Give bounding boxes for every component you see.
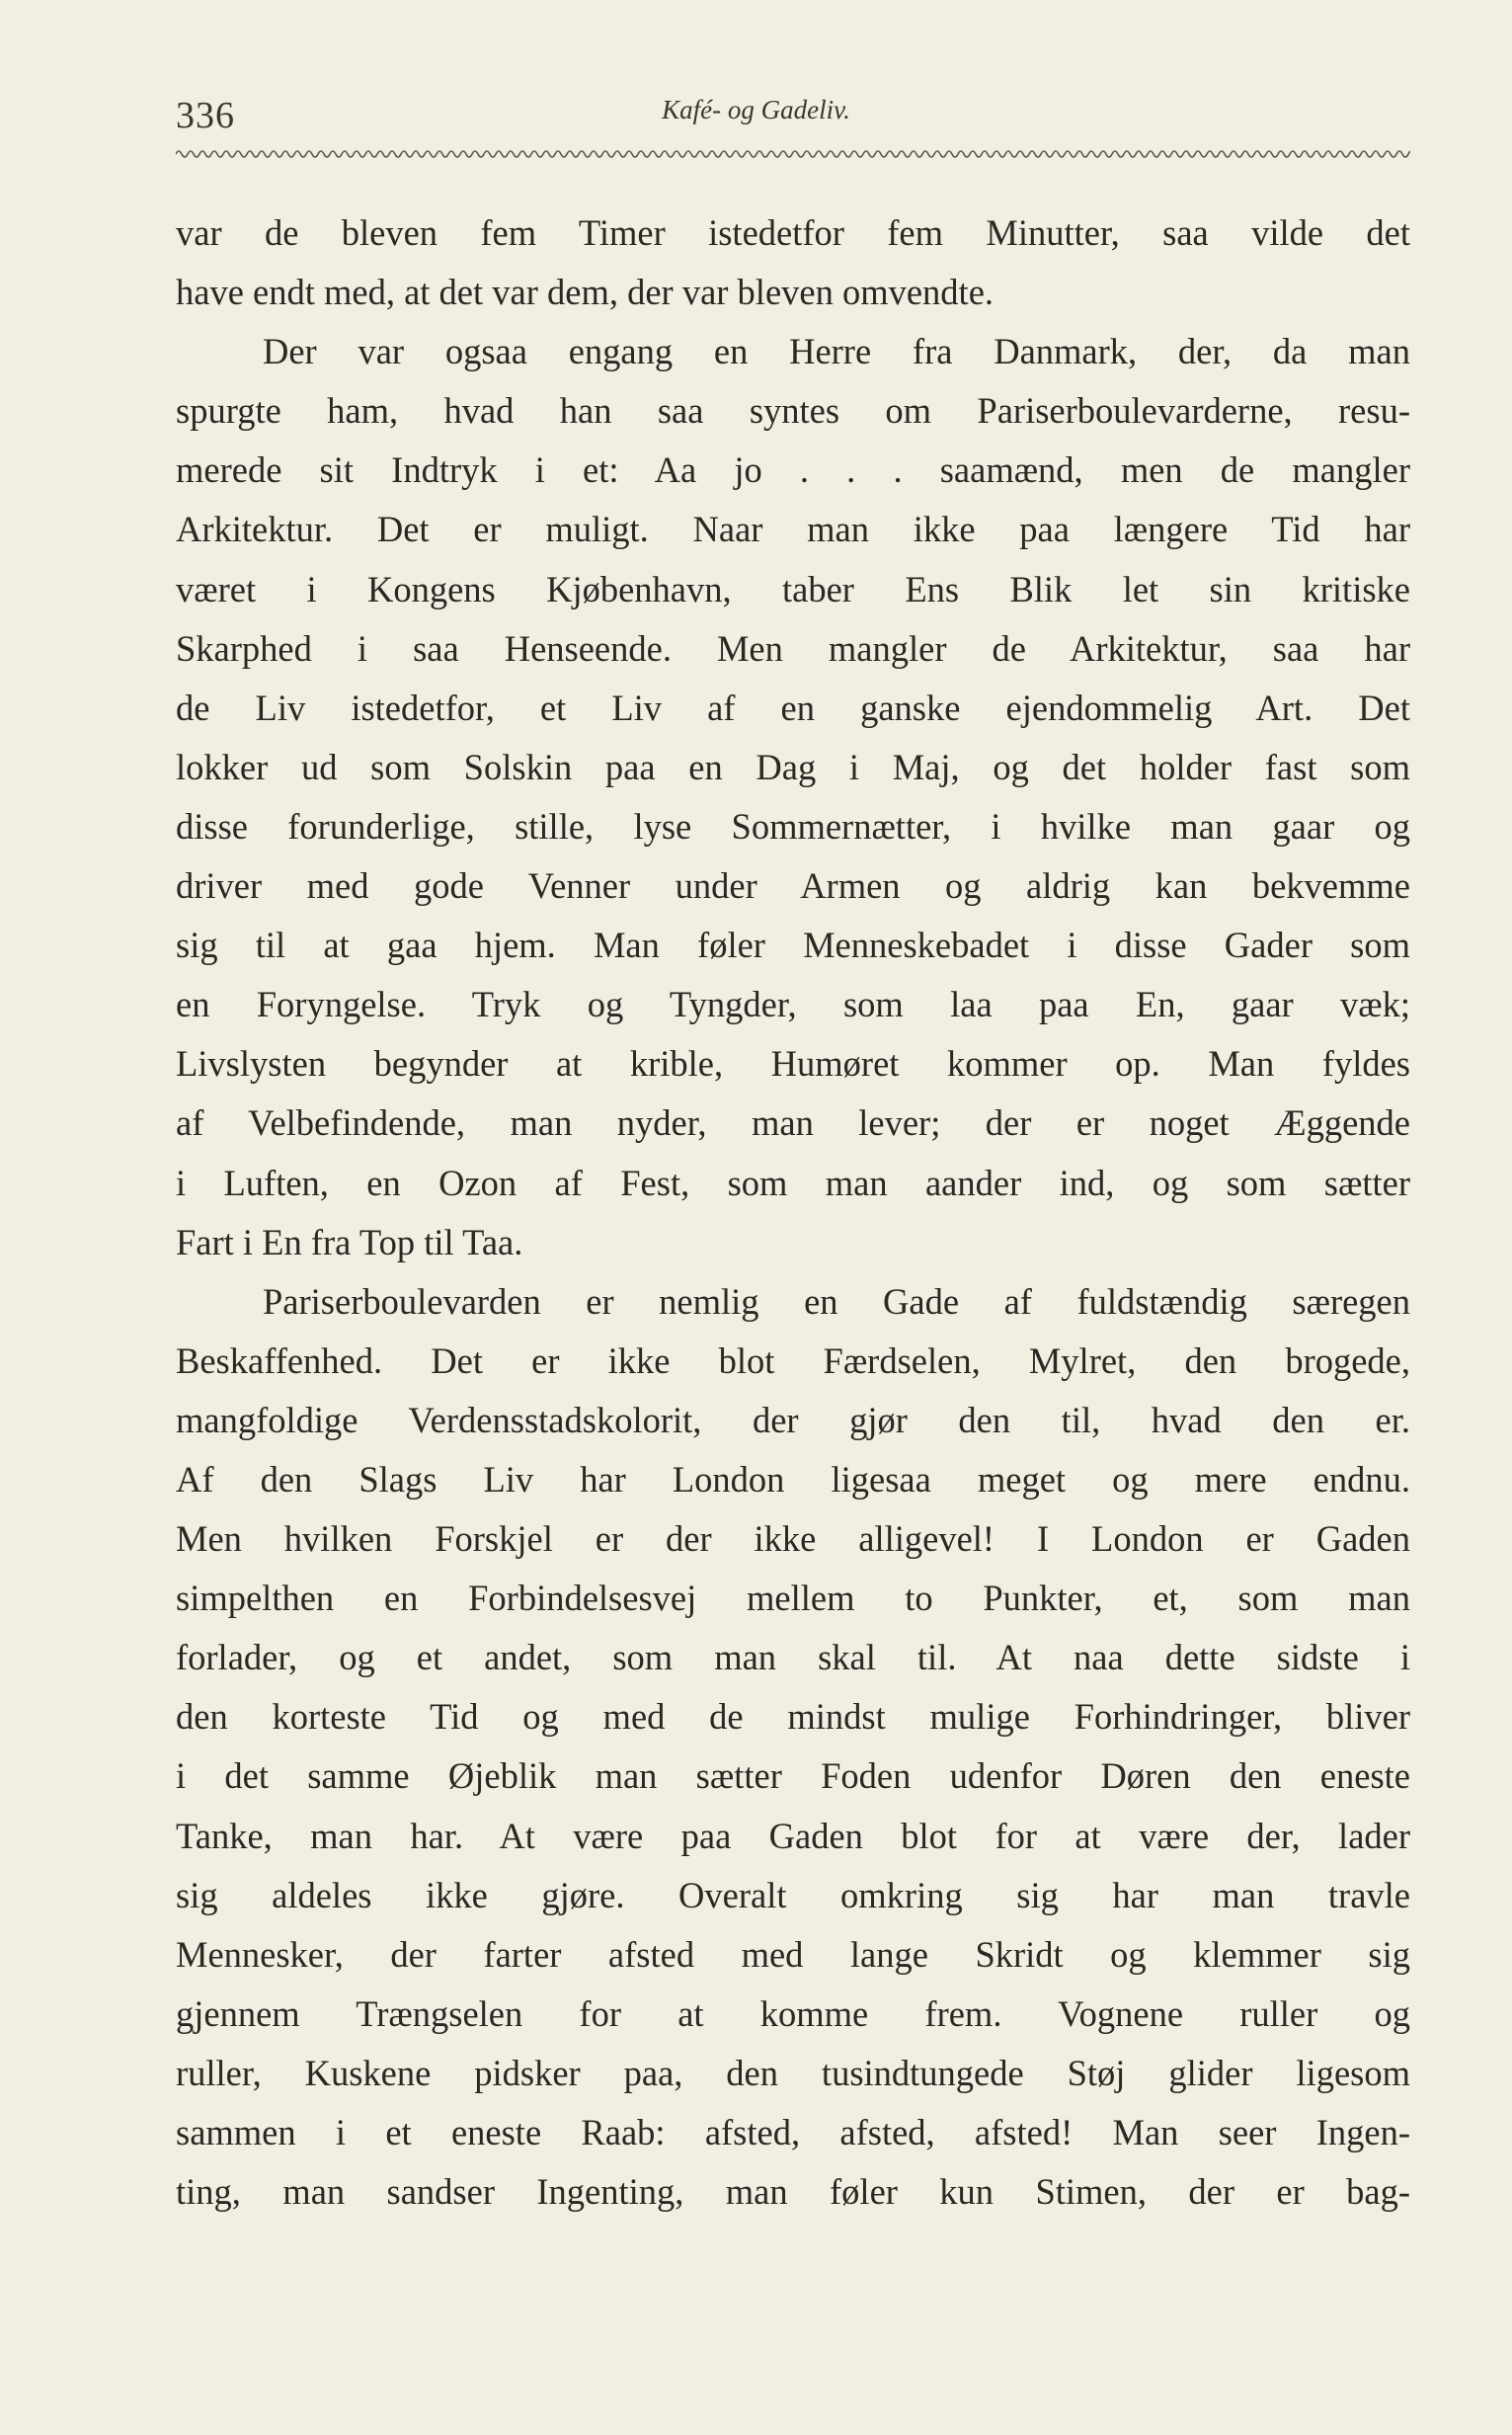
text-line: Beskaffenhed. Det er ikke blot Færdselen, Mylret, den brogede,	[176, 1339, 1410, 1381]
text-line: ting, man sandser Ingenting, man føler kun Stimen, der er bag-	[176, 2171, 1410, 2213]
text-line: en Foryngelse. Tryk og Tyngder, som laa paa En, gaar væk;	[176, 984, 1410, 1025]
text-line: af Velbefindende, man nyder, man lever; der er noget Æggende	[176, 1102, 1410, 1144]
text-line: de Liv istedetfor, et Liv af en ganske ejendommelig Art. Det	[176, 687, 1410, 728]
text-line: Skarphed i saa Henseende. Men mangler de Arkitektur, saa har	[176, 627, 1410, 669]
text-line: Pariserboulevarden er nemlig en Gade af fuldstændig særegen	[263, 1280, 1410, 1322]
text-line: Mennesker, der farter afsted med lange Skridt og klemmer sig	[176, 1933, 1410, 1975]
page-number: 336	[176, 95, 235, 136]
running-head: Kafé- og Gadeliv.	[662, 95, 850, 124]
text-line: spurgte ham, hvad han saa syntes om Pariserboulevarderne, resu-	[176, 390, 1410, 432]
text-line: simpelthen en Forbindelsesvej mellem to Punkter, et, som man	[176, 1578, 1410, 1619]
text-line: Tanke, man har. At være paa Gaden blot for at være der, lader	[176, 1815, 1410, 1856]
body-text	[176, 203, 1410, 2222]
text-line: lokker ud som Solskin paa en Dag i Maj, og det holder fast som	[176, 746, 1410, 787]
text-line: disse forunderlige, stille, lyse Sommernætter, i hvilke man gaar og	[176, 805, 1410, 847]
text-line: Der var ogsaa engang en Herre fra Danmark, der, da man	[263, 331, 1410, 372]
text-line: sig til at gaa hjem. Man føler Menneskebadet i disse Gader som	[176, 925, 1410, 966]
text-line: mangfoldige Verdensstadskolorit, der gjør den til, hvad den er.	[176, 1399, 1410, 1440]
text-line: Livslysten begynder at krible, Humøret kommer op. Man fyldes	[176, 1043, 1410, 1085]
text-line: Arkitektur. Det er muligt. Naar man ikke paa længere Tid har	[176, 509, 1410, 550]
text-line: merede sit Indtryk i et: Aa jo . . . saamænd, men de mangler	[176, 449, 1410, 491]
text-line: i det samme Øjeblik man sætter Foden udenfor Døren den eneste	[176, 1755, 1410, 1797]
text-line: driver med gode Venner under Armen og aldrig kan bekvemme	[176, 865, 1410, 907]
text-line: var de bleven fem Timer istedetfor fem Minutter, saa vilde det	[176, 212, 1410, 253]
text-line: sammen i et eneste Raab: afsted, afsted, afsted! Man seer Ingen-	[176, 2112, 1410, 2152]
text-line: forlader, og et andet, som man skal til. At naa dette sidste i	[176, 1637, 1410, 1678]
text-line: i Luften, en Ozon af Fest, som man aander ind, og som sætter	[176, 1162, 1410, 1203]
text-line: ruller, Kuskene pidsker paa, den tusindtungede Støj glider ligesom	[176, 2052, 1410, 2093]
text-line: gjennem Trængselen for at komme frem. Vognene ruller og	[176, 1992, 1410, 2034]
text-line: været i Kongens Kjøbenhavn, taber Ens Blik let sin kritiske	[176, 568, 1410, 609]
text-line: Fart i En fra Top til Taa.	[176, 1221, 523, 1262]
text-line: sig aldeles ikke gjøre. Overalt omkring sig har man travle	[176, 1874, 1410, 1915]
text-line: Men hvilken Forskjel er der ikke alligevel! I London er Gaden	[176, 1518, 1410, 1560]
wavy-rule-ornament	[176, 146, 1410, 162]
text-line: den korteste Tid og med de mindst mulige Forhindringer, bliver	[176, 1696, 1410, 1738]
text-line: Af den Slags Liv har London ligesaa meget og mere endnu.	[176, 1458, 1410, 1500]
text-line: have endt med, at det var dem, der var bleven omvendte.	[176, 272, 995, 313]
